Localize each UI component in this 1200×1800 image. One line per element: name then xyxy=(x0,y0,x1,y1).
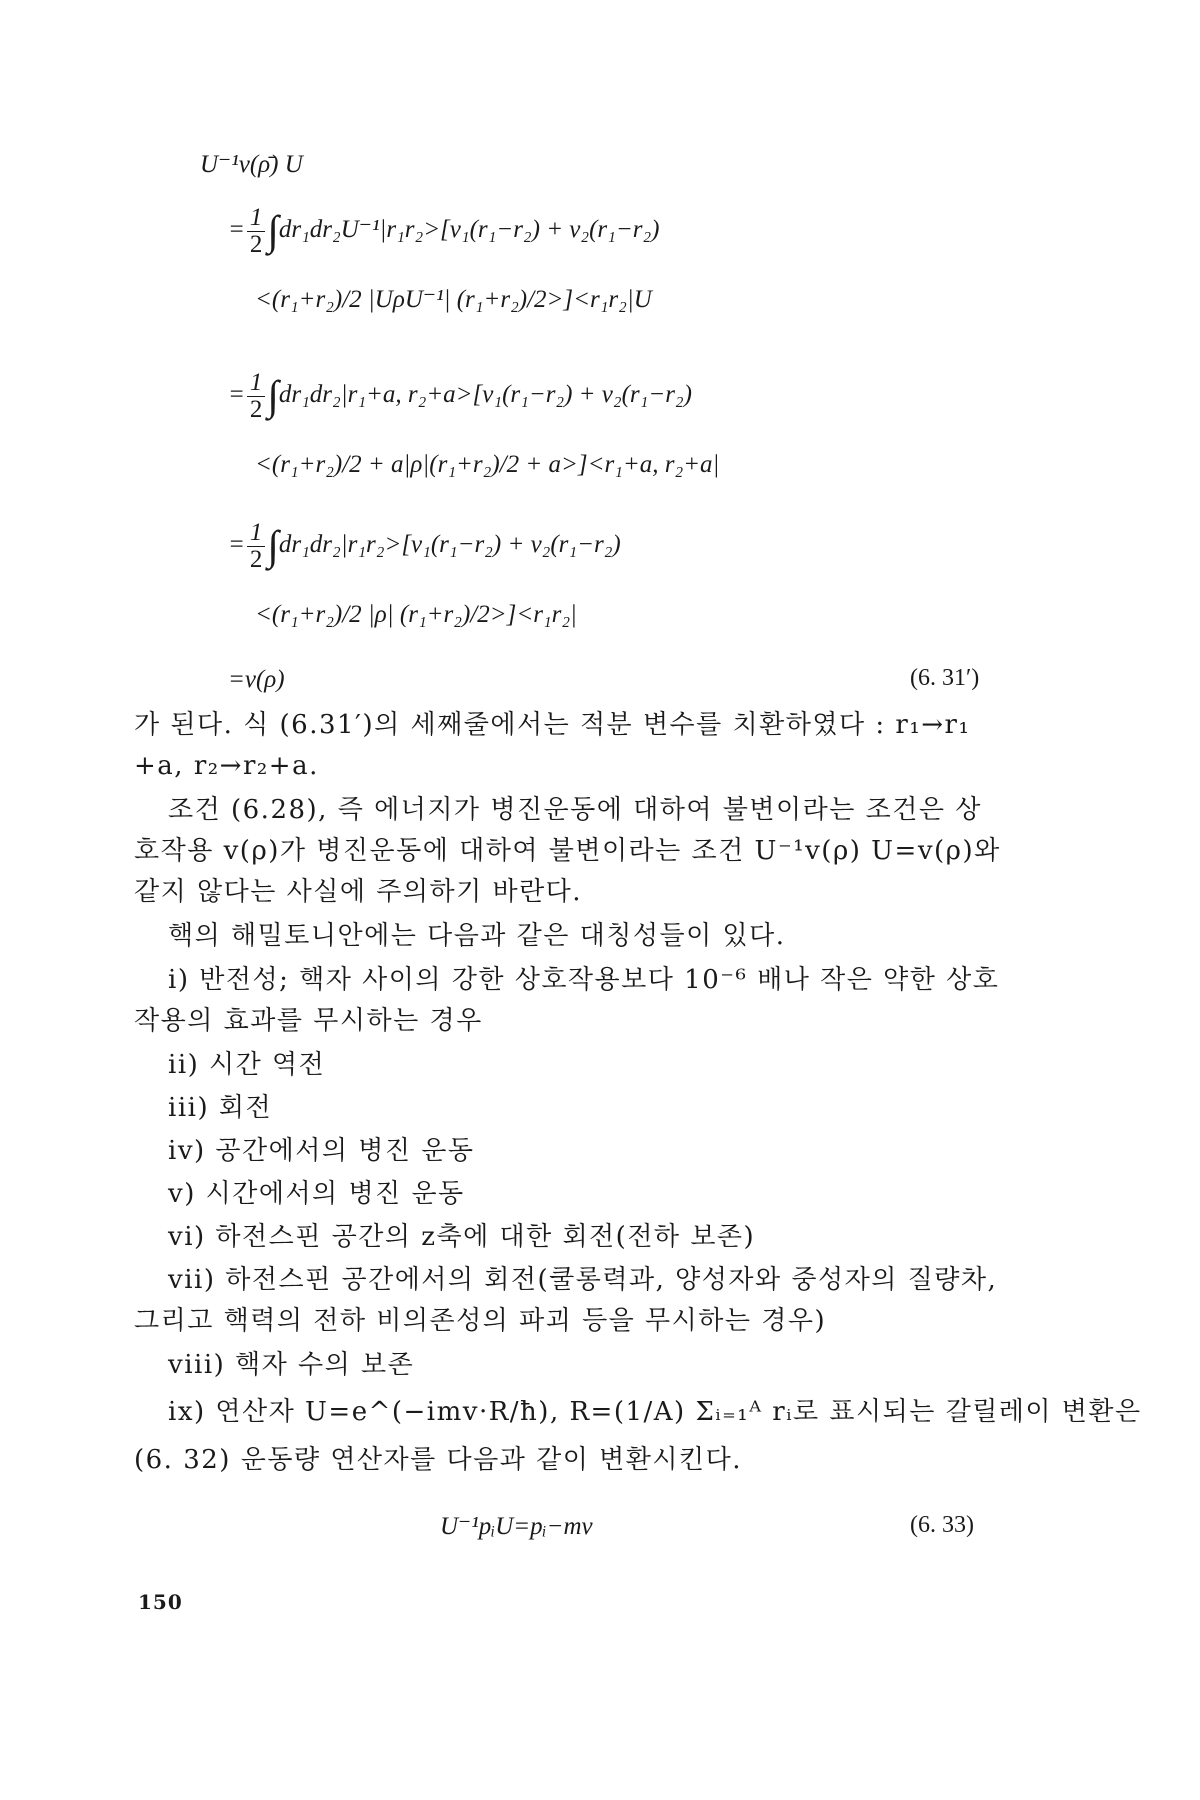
symmetry-ix-line-1: ix) 연산자 U=e^(−imv·R/ħ), R=(1/A) Σᵢ₌₁ᴬ rᵢ로 표시되는 갈릴레이 변환은 xyxy=(168,1397,1142,1427)
equation-tag-6-31: (6. 31′) xyxy=(910,665,980,691)
paragraph-2-line-3: 같지 않다는 사실에 주의하기 바란다. xyxy=(134,877,583,907)
equation-line-3-body: dr₁dr₂|r₁+a, r₂+a>[v₁(r₁−r₂) + v₂(r₁−r₂) xyxy=(278,381,692,409)
equation-line-5-body: dr₁dr₂|r₁r₂>[v₁(r₁−r₂) + v₂(r₁−r₂) xyxy=(278,531,621,559)
paragraph-1-line-2: +a, r₂→r₂+a. xyxy=(134,751,319,781)
symmetry-vi: vi) 하전스핀 공간의 z축에 대한 회전(전하 보존) xyxy=(168,1222,756,1252)
equation-6-33: U⁻¹pᵢU=pᵢ−mv xyxy=(440,1513,593,1540)
symmetry-vii-line-1: vii) 하전스핀 공간에서의 회전(쿨롱력과, 양성자와 중성자의 질량차, xyxy=(168,1265,998,1295)
symmetry-v: v) 시간에서의 병진 운동 xyxy=(168,1179,465,1209)
equation-line-5: = $\frac{1}{2}$ ∫dr₁dr₂|r₁r₂>[v₁(r₁−r₂) + v₂(r₁−r₂) xyxy=(228,519,621,573)
equation-tag-6-33: (6. 33) xyxy=(910,1512,974,1538)
equation-line-1-body: dr₁dr₂U⁻¹|r₁r₂>[v₁(r₁−r₂) + v₂(r₁−r₂) xyxy=(278,216,660,244)
paragraph-1-line-1: 가 된다. 식 (6.31′)의 세째줄에서는 적분 변수를 치환하였다 : r₁→r₁ xyxy=(134,710,971,740)
paragraph-2-line-2: 호작용 v(ρ)가 병진운동에 대하여 불변이라는 조건 U⁻¹v(ρ) U=v(ρ)와 xyxy=(134,836,1001,866)
equation-result: =v(ρ) xyxy=(228,666,285,693)
equation-line-4: <(r₁+r₂)/2 + a|ρ|(r₁+r₂)/2 + a>]<r₁+a, r₂+a| xyxy=(255,451,720,478)
symmetry-iii: iii) 회전 xyxy=(168,1093,273,1123)
equation-line-3: = $\frac{1}{2}$ ∫dr₁dr₂|r₁+a, r₂+a>[v₁(r₁−r₂) + v₂(r₁−r₂) xyxy=(228,369,692,423)
page-number: 150 xyxy=(138,1590,183,1614)
symmetry-ii: ii) 시간 역전 xyxy=(168,1050,326,1080)
symmetry-viii: viii) 핵자 수의 보존 xyxy=(168,1350,415,1380)
paragraph-2-line-1: 조건 (6.28), 즉 에너지가 병진운동에 대하여 불변이라는 조건은 상 xyxy=(168,795,982,825)
equation-line-2: <(r₁+r₂)/2 |UρU⁻¹| (r₁+r₂)/2>]<r₁r₂|U xyxy=(255,286,652,313)
equation-lhs: U⁻¹v(ρ̄) U xyxy=(200,151,303,178)
equation-line-6: <(r₁+r₂)/2 |ρ| (r₁+r₂)/2>]<r₁r₂| xyxy=(255,601,577,628)
equation-line-1: = $\frac{1}{2}$ ∫dr₁dr₂U⁻¹|r₁r₂>[v₁(r₁−r₂) + v₂(r₁−r₂) xyxy=(228,204,660,258)
symmetry-iv: iv) 공간에서의 병진 운동 xyxy=(168,1136,475,1166)
paragraph-3: 핵의 해밀토니안에는 다음과 같은 대칭성들이 있다. xyxy=(168,921,786,951)
symmetry-i-line-1: i) 반전성; 핵자 사이의 강한 상호작용보다 10⁻⁶ 배나 작은 약한 상호 xyxy=(168,965,1000,995)
symmetry-vii-line-2: 그리고 핵력의 전하 비의존성의 파괴 등을 무시하는 경우) xyxy=(134,1306,827,1336)
symmetry-ix-line-2: (6. 32) 운동량 연산자를 다음과 같이 변환시킨다. xyxy=(134,1445,743,1475)
symmetry-i-line-2: 작용의 효과를 무시하는 경우 xyxy=(134,1006,483,1036)
